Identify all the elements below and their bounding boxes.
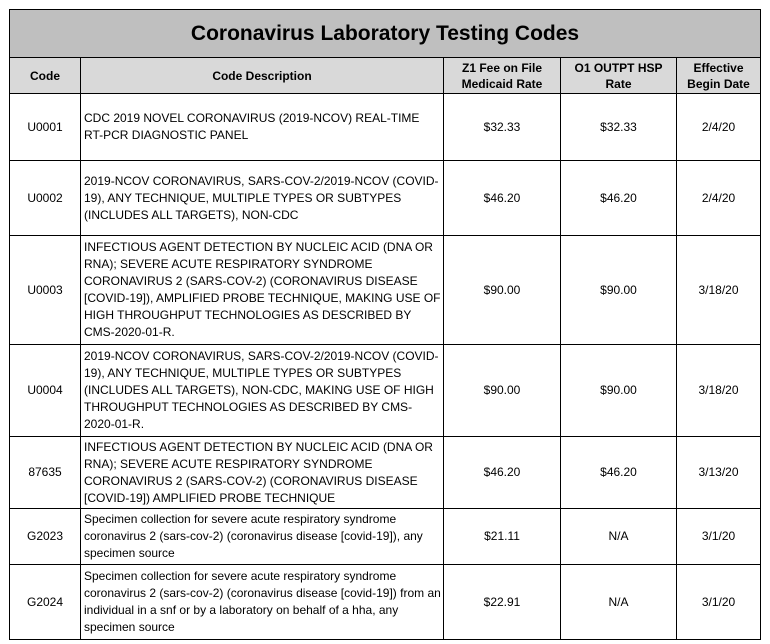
o1-rate-cell: N/A xyxy=(561,565,677,640)
z1-fee-cell: $21.11 xyxy=(444,509,561,565)
table-row xyxy=(10,94,761,161)
code-cell: U0003 xyxy=(10,236,81,345)
z1-fee-cell: $46.20 xyxy=(444,161,561,236)
description-cell xyxy=(81,509,444,565)
code-cell: U0001 xyxy=(10,94,81,161)
o1-rate-cell: $90.00 xyxy=(561,345,677,437)
o1-rate-cell: $46.20 xyxy=(561,161,677,236)
effective-date-cell: 3/13/20 xyxy=(677,437,761,509)
o1-rate-cell: $32.33 xyxy=(561,94,677,161)
header-o1-rate: O1 OUTPT HSP Rate xyxy=(561,58,677,94)
z1-fee-cell: $32.33 xyxy=(444,94,561,161)
code-cell: G2023 xyxy=(10,509,81,565)
table-row xyxy=(10,161,761,236)
description-cell xyxy=(81,437,444,509)
description-text: Specimen collection for severe acute respiratory syndrome coronavirus 2 (sars-cov-2) (coronavirus disease [covid-19]) from an individual in a snf or by a laboratory on behalf of a hha, any specimen source xyxy=(84,569,441,634)
description-text: INFECTIOUS AGENT DETECTION BY NUCLEIC ACID (DNA OR RNA); SEVERE ACUTE RESPIRATORY SYNDROME CORONAVIRUS 2 (SARS-COV-2) (CORONAVIRUS DISEASE [COVID-19]) AMPLIFIED PROBE TECHNIQUE xyxy=(84,439,433,505)
description-cell xyxy=(81,236,444,345)
header-description: Code Description xyxy=(81,58,444,94)
o1-rate-cell: $90.00 xyxy=(561,236,677,345)
effective-date-cell: 2/4/20 xyxy=(677,94,761,161)
table-title: Coronavirus Laboratory Testing Codes xyxy=(10,10,761,58)
header-effective-date: Effective Begin Date xyxy=(677,58,761,94)
z1-fee-cell: $22.91 xyxy=(444,565,561,640)
code-cell: U0002 xyxy=(10,161,81,236)
table-header-row xyxy=(10,58,761,94)
description-cell xyxy=(81,565,444,640)
effective-date-cell: 3/18/20 xyxy=(677,236,761,345)
effective-date-cell: 3/1/20 xyxy=(677,509,761,565)
description-cell xyxy=(81,94,444,161)
description-text: 2019-NCOV CORONAVIRUS, SARS-COV-2/2019-NCOV (COVID-19), ANY TECHNIQUE, MULTIPLE TYPES OR SUBTYPES (INCLUDES ALL TARGETS), NON-CDC xyxy=(84,173,439,222)
description-text: Specimen collection for severe acute respiratory syndrome coronavirus 2 (sars-cov-2) (coronavirus disease [covid-19]), any specimen source xyxy=(84,512,423,560)
z1-fee-cell: $90.00 xyxy=(444,345,561,437)
description-text: CDC 2019 NOVEL CORONAVIRUS (2019-NCOV) REAL-TIME RT-PCR DIAGNOSTIC PANEL xyxy=(84,111,420,142)
code-cell: 87635 xyxy=(10,437,81,509)
table-row xyxy=(10,236,761,345)
table-row xyxy=(10,565,761,640)
table-row xyxy=(10,345,761,437)
o1-rate-cell: $46.20 xyxy=(561,437,677,509)
o1-rate-cell: N/A xyxy=(561,509,677,565)
effective-date-cell: 3/1/20 xyxy=(677,565,761,640)
effective-date-cell: 2/4/20 xyxy=(677,161,761,236)
description-cell xyxy=(81,345,444,437)
table-row xyxy=(10,509,761,565)
header-code: Code xyxy=(10,58,81,94)
z1-fee-cell: $46.20 xyxy=(444,437,561,509)
table-title-row xyxy=(10,10,761,58)
table-row xyxy=(10,437,761,509)
z1-fee-cell: $90.00 xyxy=(444,236,561,345)
code-cell: U0004 xyxy=(10,345,81,437)
description-cell xyxy=(81,161,444,236)
code-cell: G2024 xyxy=(10,565,81,640)
description-text: INFECTIOUS AGENT DETECTION BY NUCLEIC ACID (DNA OR RNA); SEVERE ACUTE RESPIRATORY SYNDROME CORONAVIRUS 2 (SARS-COV-2) (CORONAVIRUS DISEASE [COVID-19]), AMPLIFIED PROBE TECHNIQUE, MAKING USE OF HIGH THROUGHPUT TECHNOLOGIES AS DESCRIBED BY CMS-2020-01-R. xyxy=(84,240,441,339)
header-z1-fee: Z1 Fee on File Medicaid Rate xyxy=(444,58,561,94)
testing-codes-table xyxy=(9,9,761,640)
description-text: 2019-NCOV CORONAVIRUS, SARS-COV-2/2019-NCOV (COVID-19), ANY TECHNIQUE, MULTIPLE TYPES OR SUBTYPES (INCLUDES ALL TARGETS), NON-CDC, MAKING USE OF HIGH THROUGHPUT TECHNOLOGIES AS DESCRIBED BY CMS-2020-01-R. xyxy=(84,349,439,431)
effective-date-cell: 3/18/20 xyxy=(677,345,761,437)
